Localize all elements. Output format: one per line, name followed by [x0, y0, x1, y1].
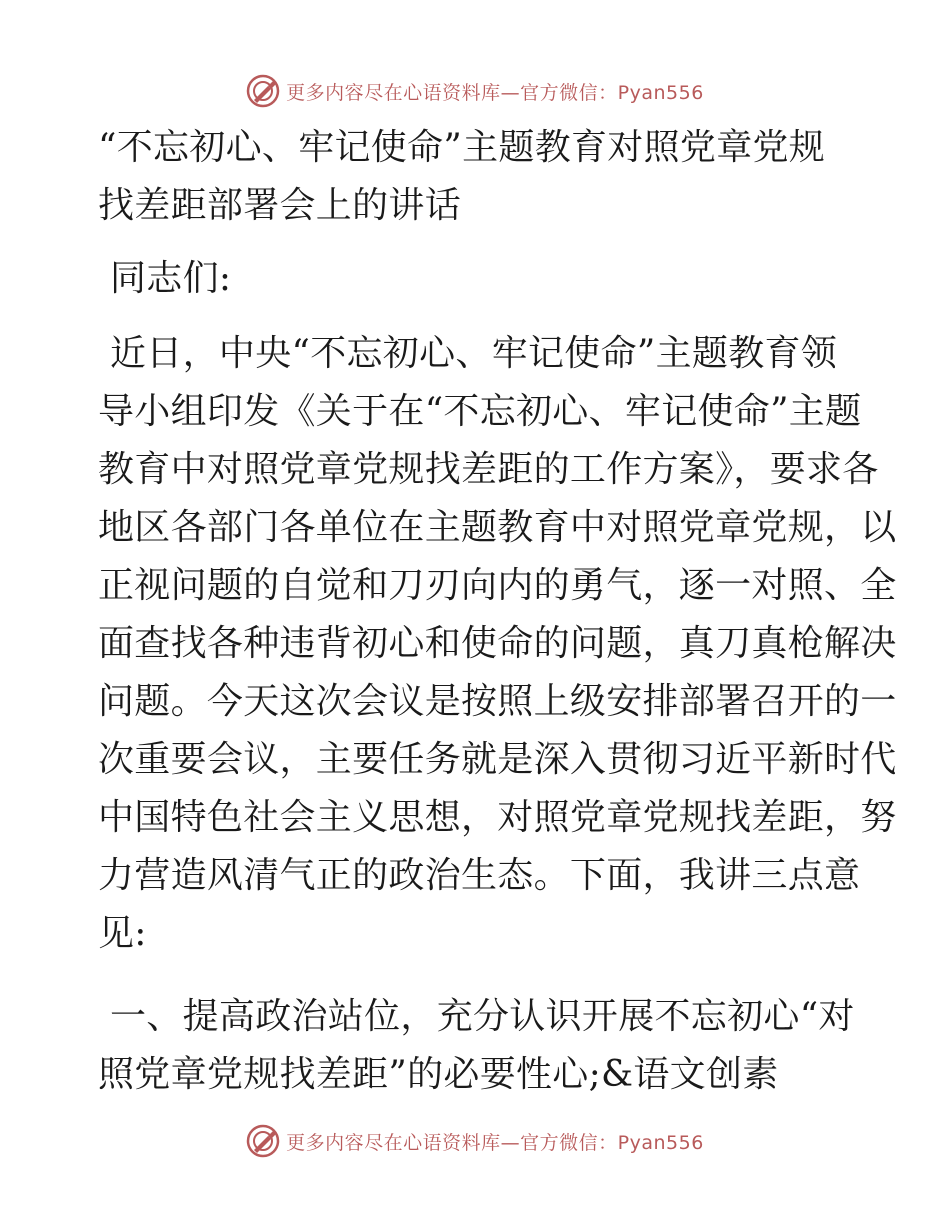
paragraph-line: 导小组印发《关于在“不忘初心、牢记使命”主题 [98, 391, 862, 432]
salutation: 同志们: [110, 258, 232, 299]
brand-logo-icon [246, 1124, 280, 1158]
paragraph-line: 地区各部门各单位在主题教育中对照党章党规，以 [98, 507, 897, 548]
paragraph-line: 见: [98, 913, 147, 954]
paragraph-line: 问题。今天这次会议是按照上级安排部署召开的一 [98, 681, 897, 722]
paragraph-line: 近日，中央“不忘初心、牢记使命”主题教育领 [110, 333, 838, 374]
watermark-text: 更多内容尽在心语资料库—官方微信：Pyan556 [286, 81, 704, 104]
paragraph-line: 中国特色社会主义思想，对照党章党规找差距，努 [98, 797, 897, 838]
paragraph-line: 教育中对照党章党规找差距的工作方案》，要求各 [98, 449, 879, 490]
document-title-line-2: 找差距部署会上的讲话 [98, 185, 462, 226]
document-title-line-1: “不忘初心、牢记使命”主题教育对照党章党规 [98, 127, 826, 168]
paragraph-line: 面查找各种违背初心和使命的问题，真刀真枪解决 [98, 623, 897, 664]
brand-logo-icon [246, 74, 280, 108]
header-watermark [0, 71, 950, 111]
paragraph-line: 次重要会议，主要任务就是深入贯彻习近平新时代 [98, 739, 897, 780]
section-heading-line-2: 照党章党规找差距”的必要性心;&语文创素 [98, 1054, 779, 1095]
paragraph-line: 力营造风清气正的政治生态。下面，我讲三点意 [98, 855, 861, 896]
footer-watermark [0, 1121, 950, 1161]
watermark-text: 更多内容尽在心语资料库—官方微信：Pyan556 [286, 1131, 704, 1154]
section-heading-line-1: 一、提高政治站位，充分认识开展不忘初心“对 [110, 996, 855, 1037]
paragraph-line: 正视问题的自觉和刀刃向内的勇气，逐一对照、全 [98, 565, 897, 606]
